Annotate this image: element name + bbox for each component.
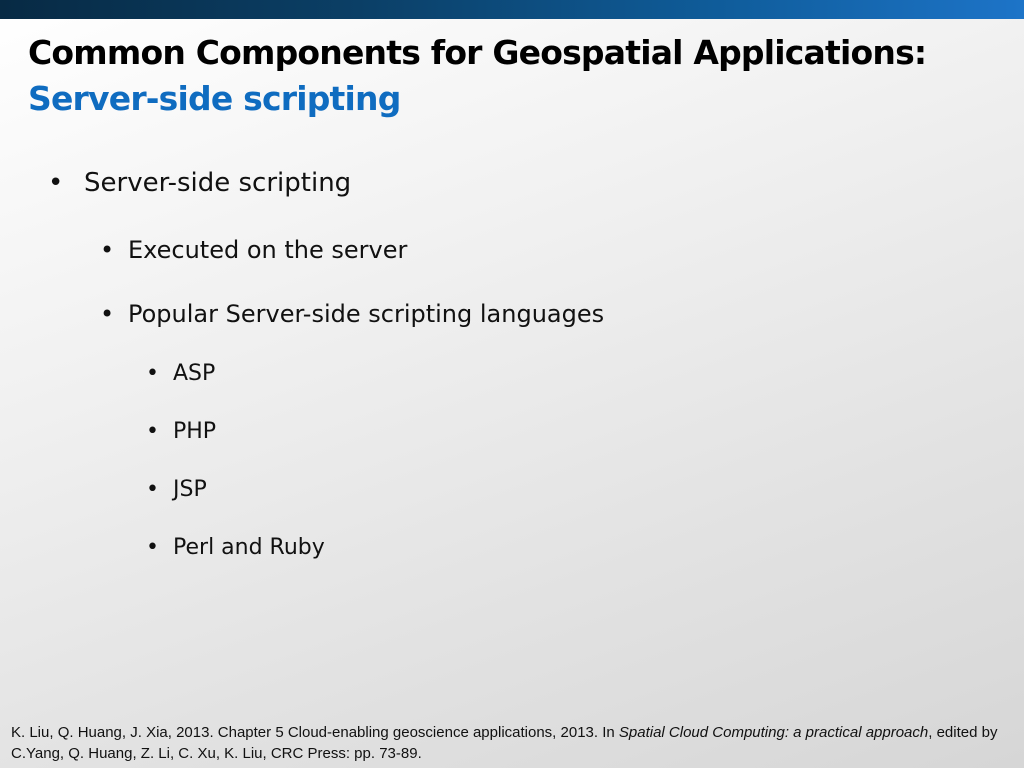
bullet-text: Perl and Ruby: [173, 535, 325, 560]
bullet-text: Popular Server-side scripting languages: [128, 300, 605, 328]
citation-prefix: K. Liu, Q. Huang, J. Xia, 2013. Chapter 5 Cloud-enabling geoscience applications, 2013. In: [11, 724, 619, 741]
bullet-marker: •: [146, 477, 159, 502]
bullet-marker: •: [100, 236, 115, 264]
bullet-marker: •: [100, 300, 115, 328]
bullet-text: Executed on the server: [128, 236, 408, 264]
bullet-item: [100, 300, 604, 328]
bullet-item: [100, 236, 407, 264]
citation-suffix: , edited by C.Yang, Q. Huang, Z. Li, C. Xu, K. Liu, CRC Press: pp. 73-89.: [11, 724, 998, 762]
citation-footer: [11, 722, 1011, 764]
bullet-item: [48, 168, 351, 198]
bullet-item: [146, 535, 325, 560]
bullet-text: JSP: [173, 477, 207, 502]
bullet-marker: •: [146, 419, 159, 444]
bullet-item: [146, 419, 216, 444]
bullet-text: Server-side scripting: [84, 168, 352, 198]
bullet-item: [146, 477, 207, 502]
citation-book-title: Spatial Cloud Computing: a practical approach: [618, 724, 929, 741]
bullet-marker: •: [48, 168, 64, 198]
bullet-item: [146, 361, 215, 386]
bullet-marker: •: [146, 361, 159, 386]
bullet-text: PHP: [173, 419, 217, 444]
bullet-text: ASP: [173, 361, 216, 386]
bullet-marker: •: [146, 535, 159, 560]
slide-title-main: Common Components for Geospatial Applications:: [28, 33, 927, 72]
slide-subtitle: Server-side scripting: [28, 79, 401, 118]
